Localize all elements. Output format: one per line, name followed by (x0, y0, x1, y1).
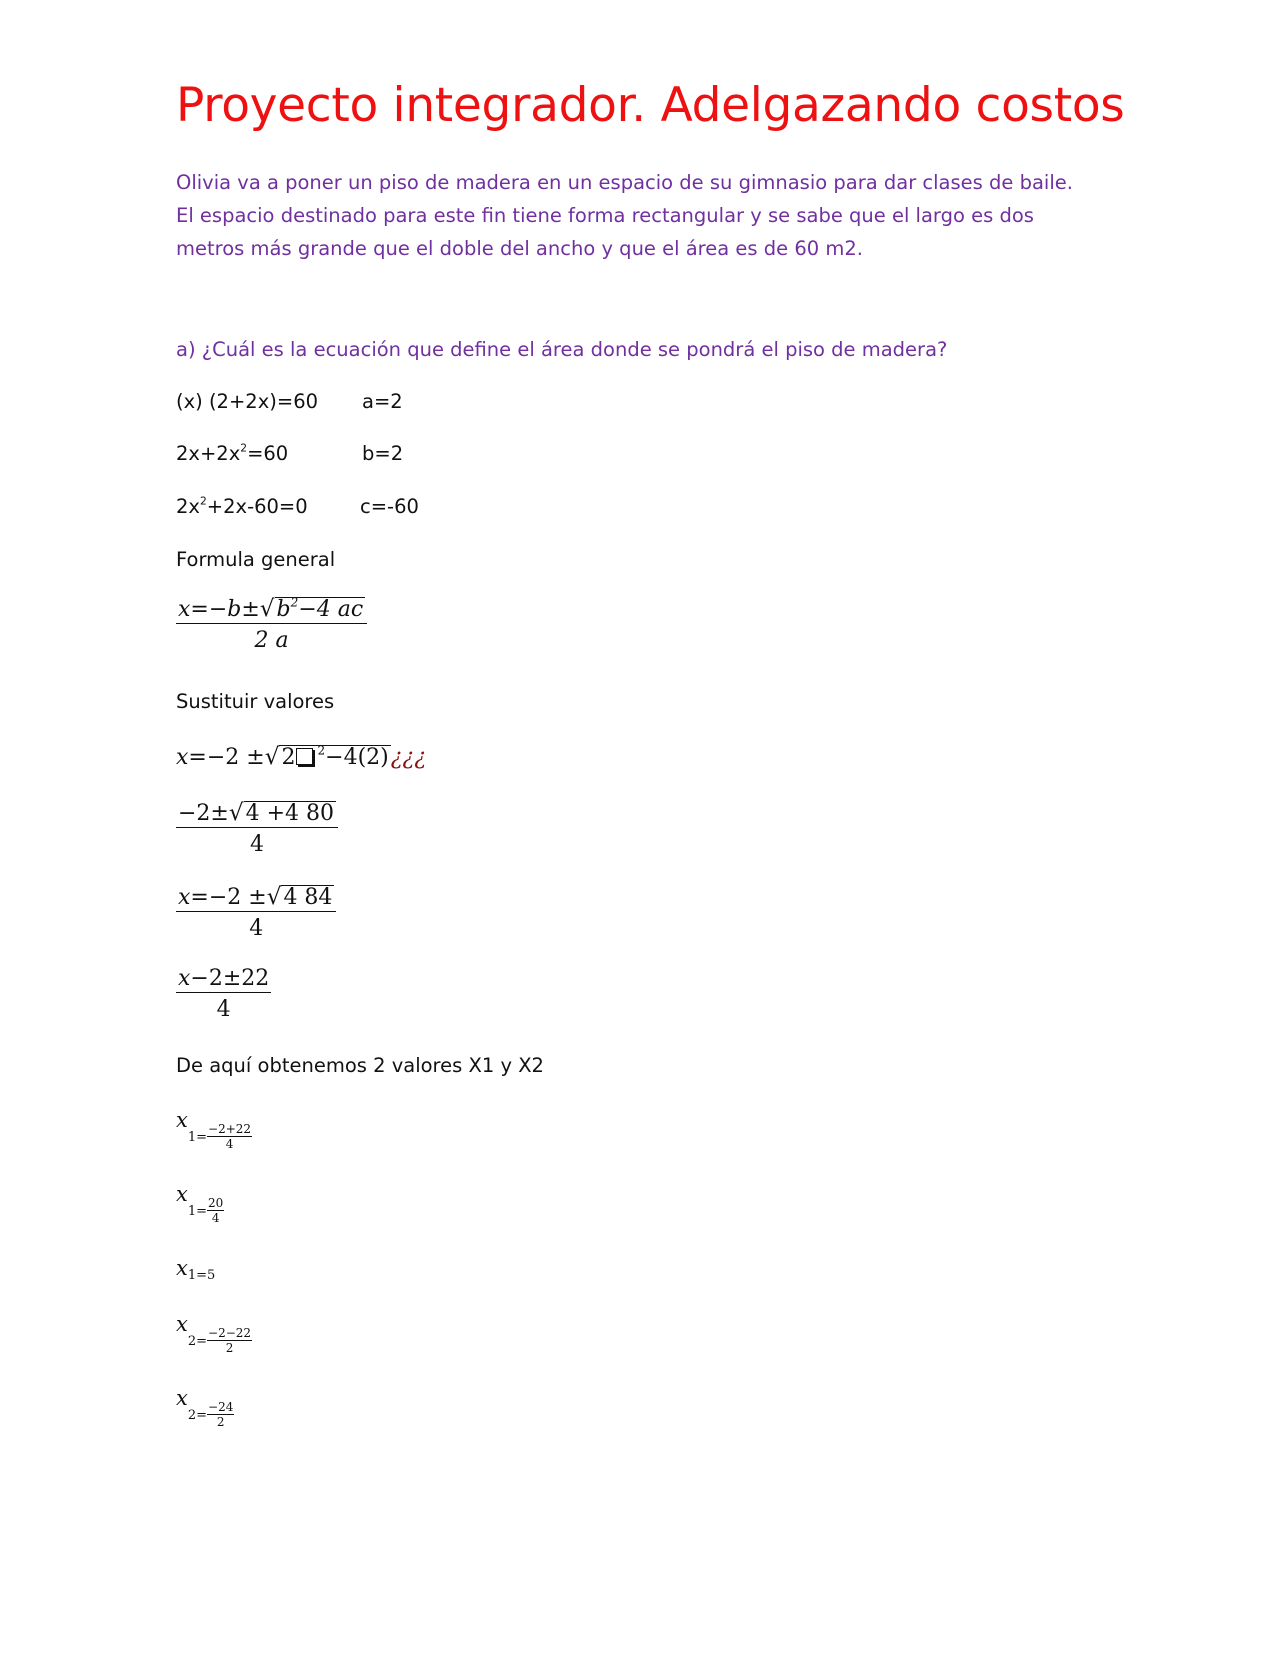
intro-paragraph: Olivia va a poner un piso de madera en un espacio de su gimnasio para dar clases de baile. El espacio destinado para este fin tiene forma rectangular y se sabe que el largo es dos metros más grande que el doble del ancho y que el área es de 60 m2. (176, 171, 1073, 260)
step-4-fraction: $\frac{x-2\pm 22}{4}$ (178, 966, 270, 1022)
general-formula: $\frac{x=-b\pm√b^2-4 ac}{2 a}$ (176, 596, 367, 653)
values-label: De aquí obtenemos 2 valores X1 y X2 (176, 1054, 544, 1077)
result-x1-c: $x_{1=5}$ (176, 1256, 216, 1283)
result-x2-a: x2= $\frac{-2-22}{2}$ (176, 1312, 252, 1355)
coefficient-a: a=2 (362, 390, 403, 413)
formula-general-label: Formula general (176, 548, 336, 571)
coefficient-b: b=2 (362, 442, 404, 465)
equation-line-3: $2x^2+2x-60=0$ (176, 494, 308, 518)
result-x1-a: x1= $\frac{-2+22}{4}$ (176, 1108, 252, 1151)
substitution-line: x=−2 ±√2 $^2$−4(2)¿¿¿ (176, 743, 427, 770)
step-2-fraction: $\frac{-2\pm√4 +4 80}{4}$ (176, 800, 338, 857)
sustituir-label: Sustituir valores (176, 690, 335, 713)
result-x1-b: x1= $\frac{20}{4}$ (176, 1182, 224, 1225)
document-title: Proyecto integrador. Adelgazando costos (176, 78, 1125, 133)
result-x2-b: x2= $\frac{-24}{2}$ (176, 1386, 234, 1429)
question-a: a) ¿Cuál es la ecuación que define el área donde se pondrá el piso de madera? (176, 338, 948, 361)
step-3-fraction: $\frac{x=-2 \pm√4 84}{4}$ (176, 884, 336, 941)
placeholder-box-icon (296, 748, 313, 765)
coefficient-c: c=-60 (360, 495, 419, 518)
equation-line-1: (x) (2+2x)=60 (176, 390, 319, 413)
equation-line-2: $2x+2x^2=60$ (176, 441, 289, 465)
